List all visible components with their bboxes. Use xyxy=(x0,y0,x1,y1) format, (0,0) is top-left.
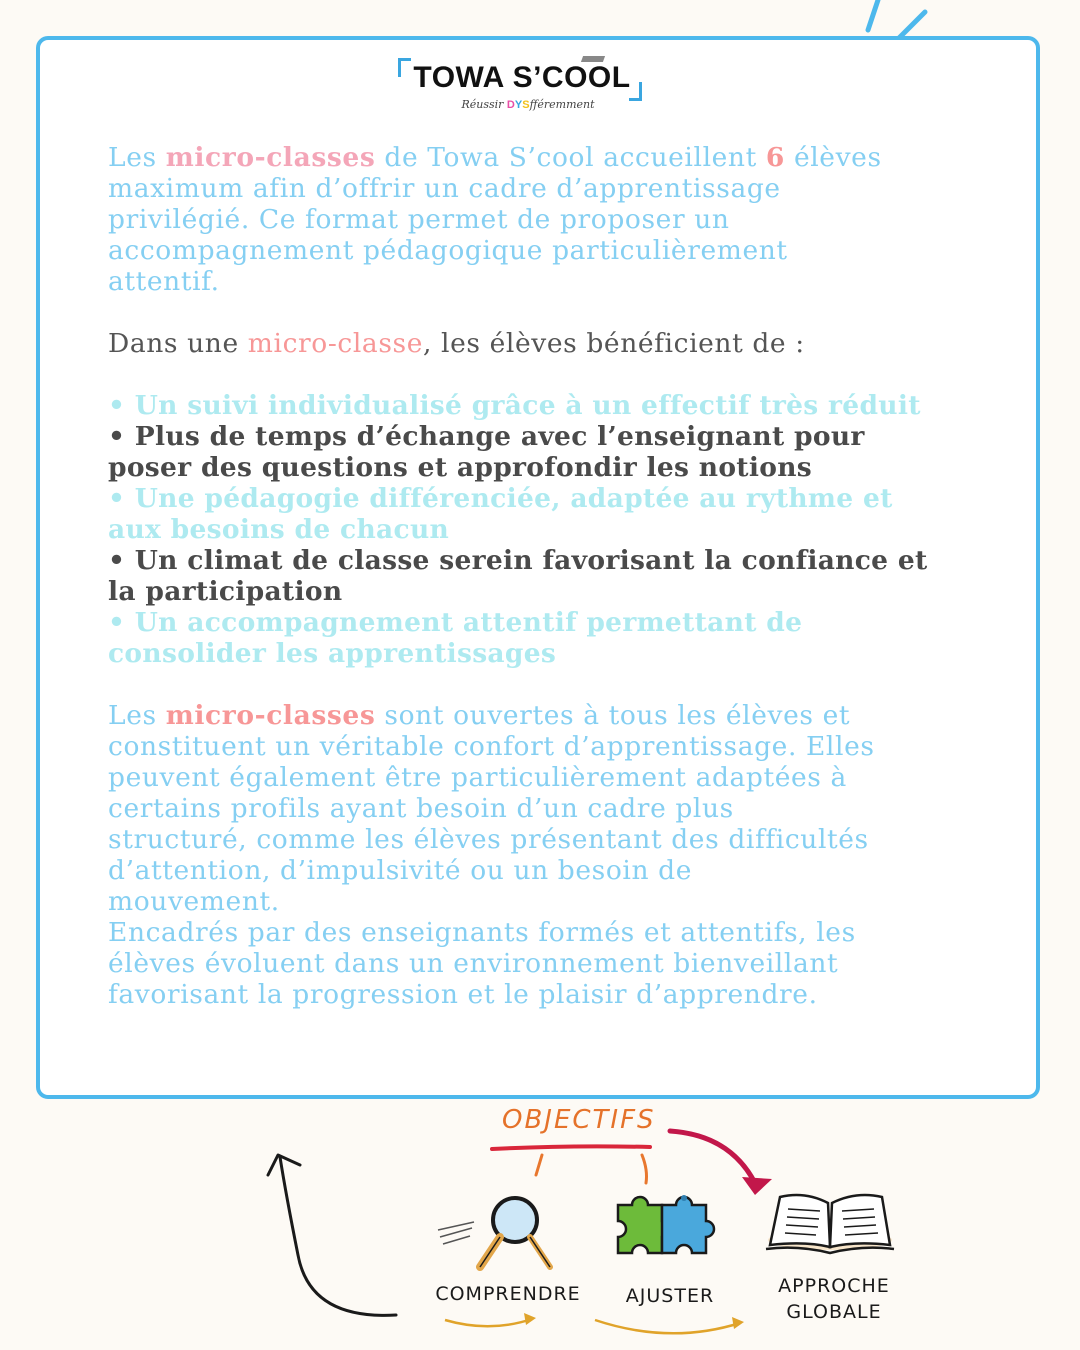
lead-text-2: , les élèves bénéficient de : xyxy=(423,328,805,359)
brand-logo xyxy=(398,56,642,118)
step-label-ajuster: AJUSTER xyxy=(625,1285,715,1307)
yellow-arrow-2-icon xyxy=(595,1317,744,1333)
tagline-letter-s: S xyxy=(522,99,530,111)
benefits-list xyxy=(108,390,968,669)
step-label-approche-globale xyxy=(766,1273,902,1325)
objectives-illustration xyxy=(250,1095,950,1350)
closing-text-1: Les xyxy=(108,700,166,731)
intro-paragraph xyxy=(108,142,968,297)
yellow-arrow-1-icon xyxy=(445,1313,536,1326)
closing-text-2: sont ouvertes à tous les élèves et constituent un véritable confort d’apprentissage. Elles peuvent également être particulièrement adaptées à certains profils ayant besoin d’un cadre plus structuré, comme les élèves présentant des difficultés d’attention, d’impulsivité ou un besoin de mouvement. Encadrés par des enseignants formés et attentifs, les élèves évoluent dans un environnement bienveillant favorisant la progression et le plaisir d’apprendre. xyxy=(108,700,875,1010)
tagline-suffix: fféremment xyxy=(529,98,595,111)
approche-label-line2: GLOBALE xyxy=(786,1301,882,1323)
benefit-item: • Une pédagogie différenciée, adaptée au rythme et aux besoins de chacun xyxy=(108,483,893,545)
benefit-item: • Un suivi individualisé grâce à un effectif très réduit xyxy=(108,390,921,421)
tagline-letter-y: Y xyxy=(514,99,523,111)
lead-paragraph xyxy=(108,328,968,359)
benefit-item: • Un climat de classe serein favorisant la confiance et la participation xyxy=(108,545,928,607)
brand-tagline xyxy=(438,98,618,111)
orange-connector-left xyxy=(536,1155,542,1175)
lead-highlight: micro-classe xyxy=(247,328,423,359)
crimson-arrow-icon xyxy=(670,1131,772,1195)
max-students-number: 6 xyxy=(765,142,785,173)
open-book-icon xyxy=(766,1195,894,1253)
closing-paragraph xyxy=(108,700,968,1010)
approche-label-line1: APPROCHE xyxy=(778,1275,890,1297)
magnifying-glass-icon xyxy=(438,1198,550,1267)
intro-text-3: élèves maximum afin d’offrir un cadre d’apprentissage privilégié. Ce format permet de proposer un accompagnement pédagogique particulièrement attentif. xyxy=(108,142,882,297)
return-arrow-icon xyxy=(268,1155,396,1315)
tagline-letter-d: D xyxy=(506,99,515,111)
intro-highlight: micro-classes xyxy=(165,142,376,173)
lead-text-1: Dans une xyxy=(108,328,248,359)
intro-text-1: Les xyxy=(108,142,166,173)
objectifs-heading: OBJECTIFS xyxy=(502,1105,656,1135)
puzzle-pieces-icon xyxy=(618,1195,714,1253)
main-text xyxy=(108,142,968,1010)
step-label-comprendre: COMPRENDRE xyxy=(435,1283,581,1305)
brand-name: TOWA S’COOL xyxy=(413,61,631,94)
objectifs-underline xyxy=(492,1146,650,1149)
closing-highlight: micro-classes xyxy=(165,700,376,731)
benefit-item: • Un accompagnement attentif permettant de consolider les apprentissages xyxy=(108,607,803,669)
intro-text-2: de Towa S’cool accueillent xyxy=(375,142,766,173)
benefit-item: • Plus de temps d’échange avec l’enseignant pour poser des questions et approfondir les notions xyxy=(108,421,865,483)
orange-connector-right xyxy=(642,1155,647,1183)
tagline-prefix: Réussir xyxy=(461,98,504,111)
